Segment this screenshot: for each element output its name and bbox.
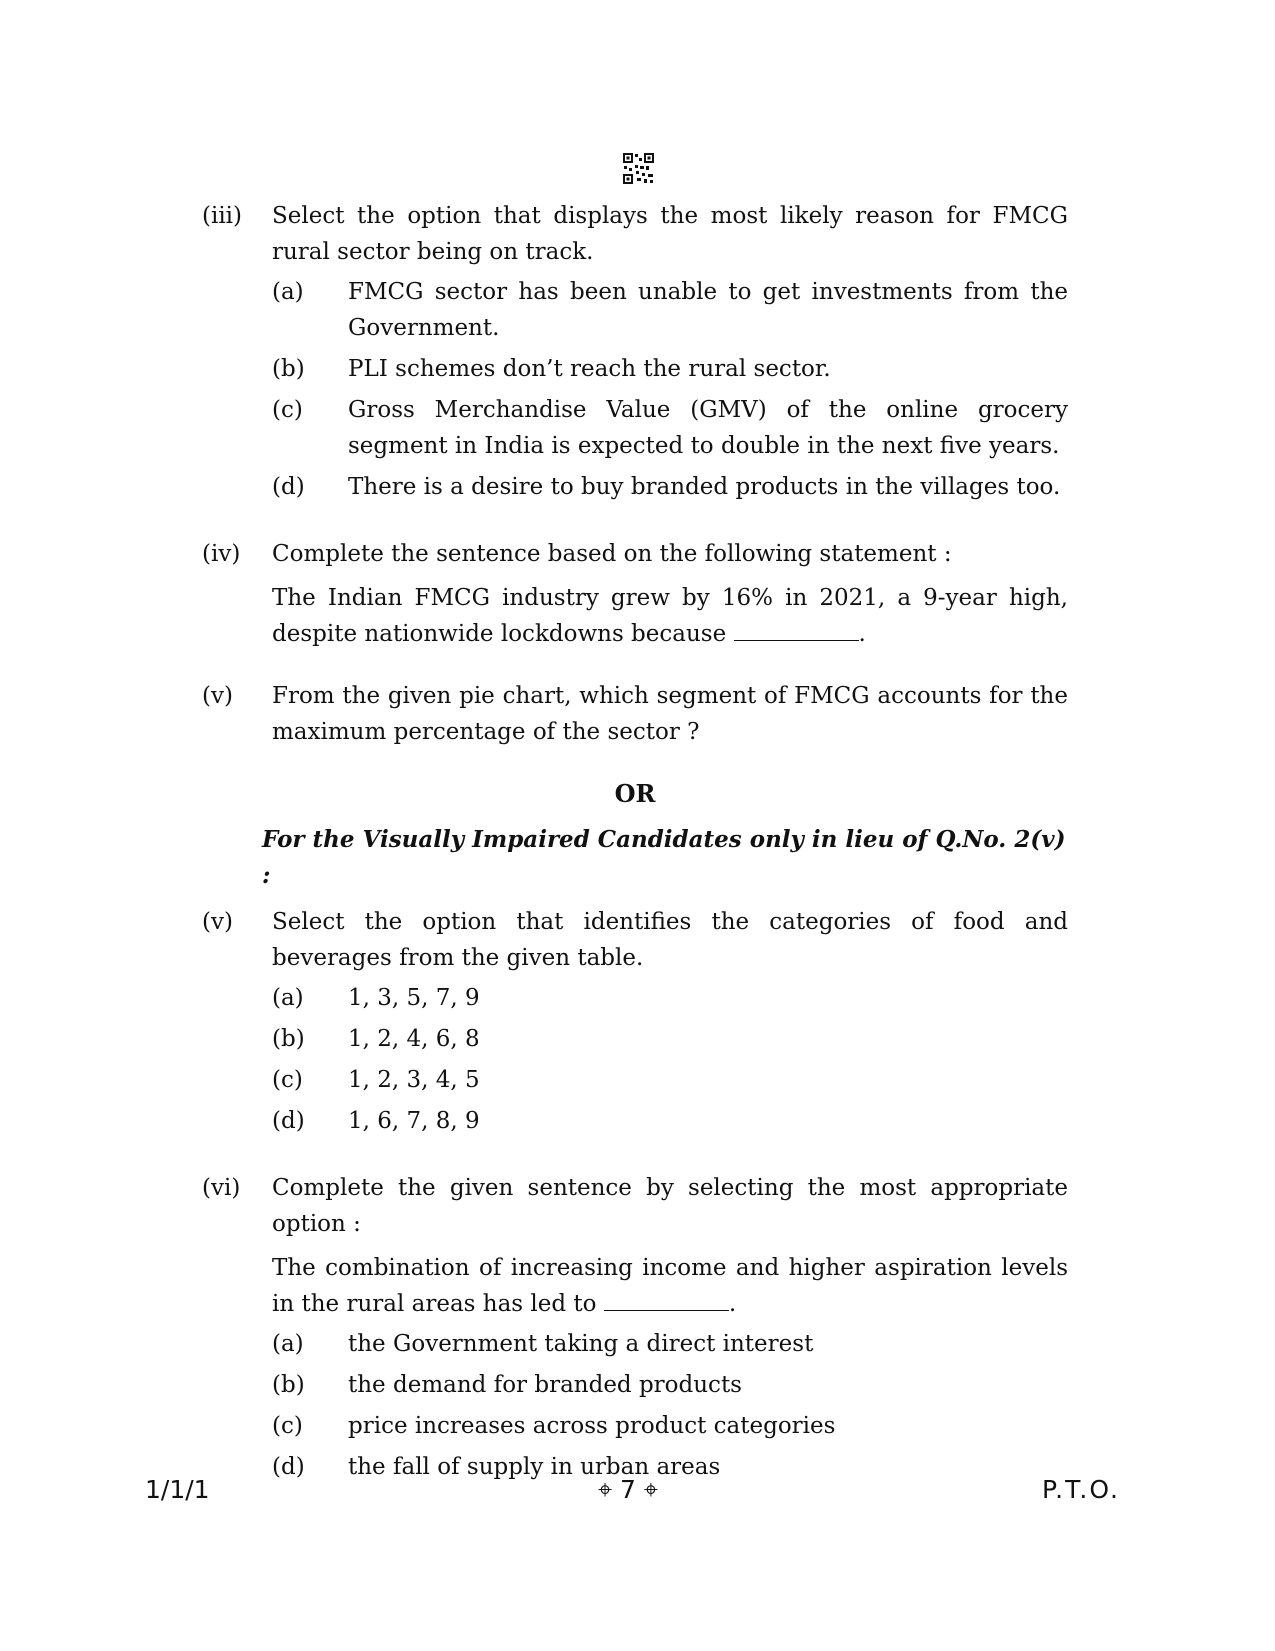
option-b: (b) PLI schemes don’t reach the rural sector. xyxy=(272,356,831,382)
question-vi xyxy=(202,1170,1068,1490)
or-separator: OR xyxy=(614,779,656,808)
question-v xyxy=(202,678,1068,750)
option-b: (b) 1, 2, 4, 6, 8 xyxy=(272,1026,480,1052)
option-d: (d) the fall of supply in urban areas xyxy=(272,1454,721,1480)
page-number: ⌖ 7 ⌖ xyxy=(598,1475,658,1504)
question-content xyxy=(202,198,1068,1490)
option-a: (a) FMCG sector has been unable to get investments from the Government. xyxy=(272,279,1068,341)
question-number: (v) xyxy=(202,683,233,709)
question-text: Select the option that identifies the categories of food and beverages from the given table. xyxy=(272,909,1068,971)
question-text: From the given pie chart, which segment of FMCG accounts for the maximum percentage of the sector ? xyxy=(272,683,1068,745)
option-b: (b) the demand for branded products xyxy=(272,1372,742,1398)
option-a: (a) the Government taking a direct interest xyxy=(272,1331,814,1357)
statement: The Indian FMCG industry grew by 16% in 2021, a 9-year high, despite nationwide lockdowns because . xyxy=(272,585,1068,647)
page-footer xyxy=(0,1475,1275,1515)
question-number: (vi) xyxy=(202,1175,241,1201)
question-number: (iv) xyxy=(202,541,241,567)
options-list xyxy=(272,274,1068,505)
options-list xyxy=(272,1326,1068,1485)
options-list xyxy=(272,980,1068,1139)
question-text: Select the option that displays the most likely reason for FMCG rural sector being on track. xyxy=(272,203,1068,265)
question-iv xyxy=(202,536,1068,652)
paper-code: 1/1/1 xyxy=(145,1475,210,1504)
question-v-alternate xyxy=(202,904,1068,1144)
option-d: (d) 1, 6, 7, 8, 9 xyxy=(272,1108,480,1134)
option-c: (c) 1, 2, 3, 4, 5 xyxy=(272,1067,480,1093)
option-c: (c) price increases across product categories xyxy=(272,1413,836,1439)
option-d: (d) There is a desire to buy branded products in the villages too. xyxy=(272,474,1061,500)
question-text: Complete the sentence based on the following statement : xyxy=(272,541,952,567)
visually-impaired-note: For the Visually Impaired Candidates only in lieu of Q.No. 2(v) : xyxy=(262,826,1066,889)
question-text: Complete the given sentence by selecting the most appropriate option : xyxy=(272,1175,1068,1237)
answer-blank xyxy=(604,1290,729,1311)
answer-blank xyxy=(734,620,859,641)
option-c: (c) Gross Merchandise Value (GMV) of the online grocery segment in India is expected to double in the next five years. xyxy=(272,397,1068,459)
question-number: (v) xyxy=(202,909,233,935)
question-iii xyxy=(202,198,1068,510)
option-a: (a) 1, 3, 5, 7, 9 xyxy=(272,985,480,1011)
qr-code-icon xyxy=(622,152,655,185)
statement: The combination of increasing income and higher aspiration levels in the rural areas has led to . xyxy=(272,1255,1068,1317)
pto-label: P.T.O. xyxy=(1042,1475,1120,1504)
question-number: (iii) xyxy=(202,203,243,229)
